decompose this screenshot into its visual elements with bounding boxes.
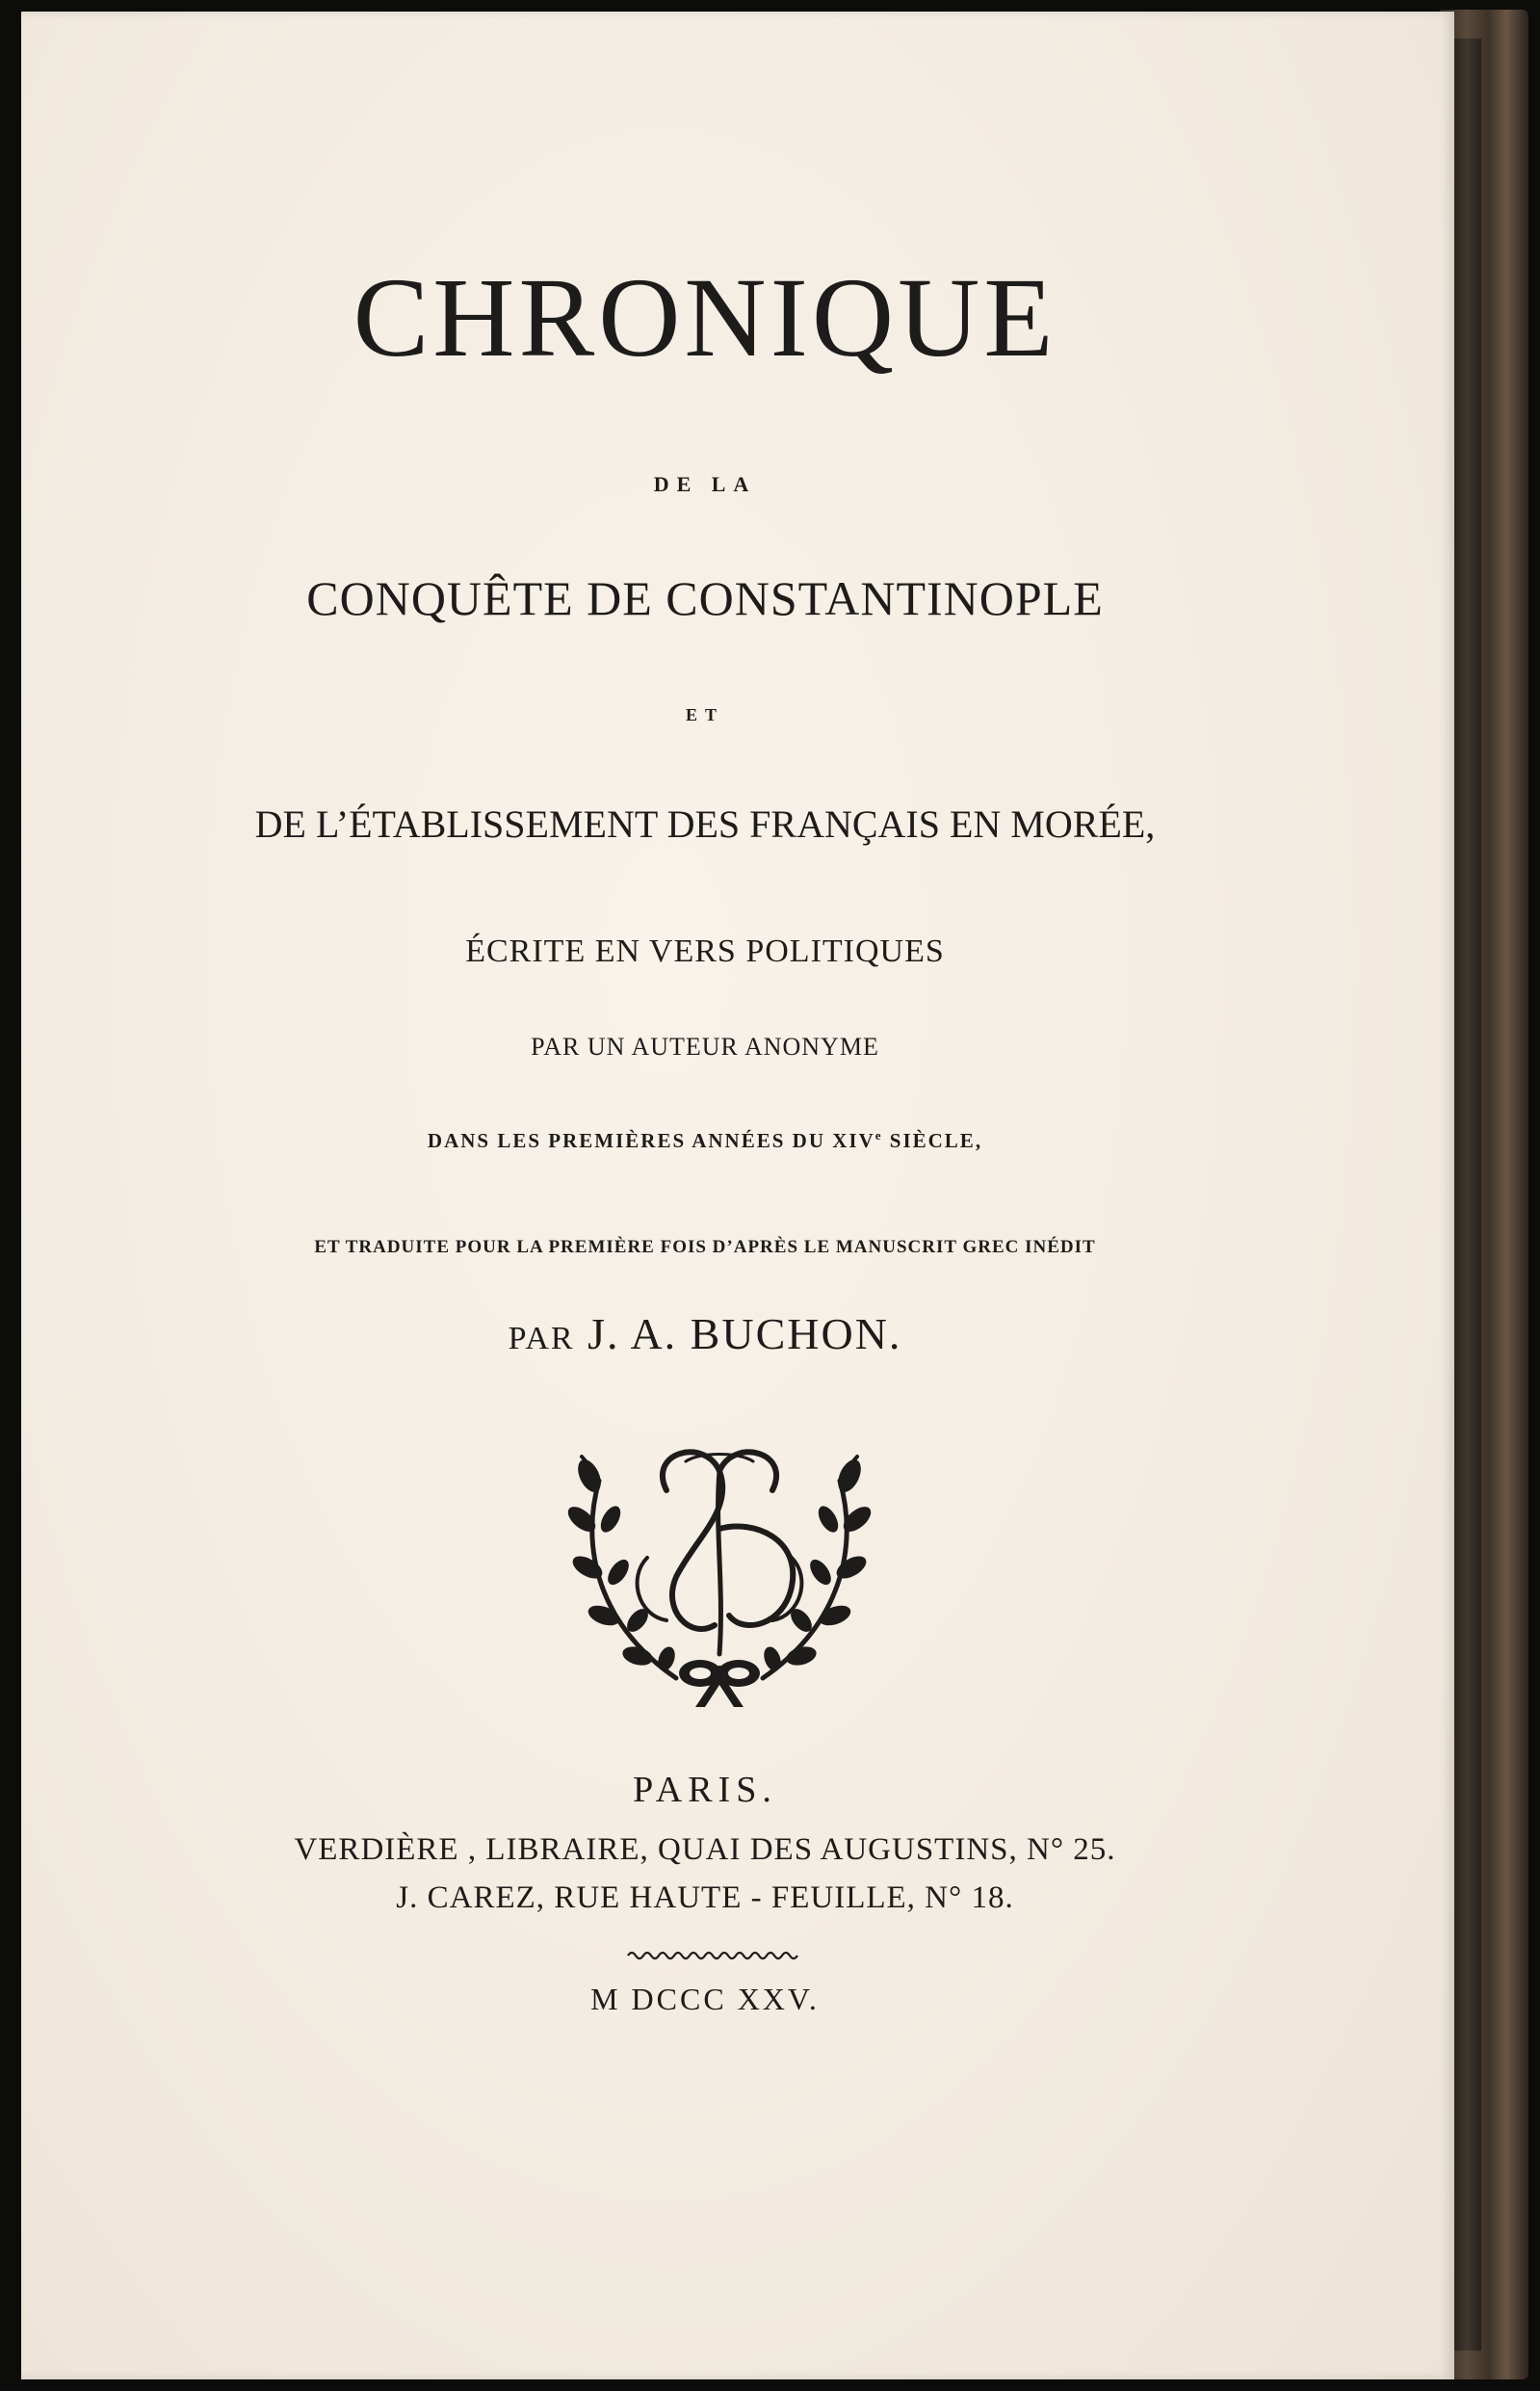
dans-suffix: SIÈCLE,	[882, 1129, 983, 1152]
subtitle-etablissement: DE L’ÉTABLISSEMENT DES FRANÇAIS EN MORÉE,	[254, 802, 1156, 846]
book-spine-shadow	[1452, 39, 1481, 2351]
author-name: J. A. BUCHON.	[574, 1309, 902, 1358]
imprint-year: M DCCC XXV.	[590, 1982, 820, 2016]
main-title: CHRONIQUE	[352, 254, 1057, 381]
author-line	[21, 1308, 1389, 1359]
title-page	[21, 12, 1454, 2379]
subtitle-traduite: ET TRADUITE POUR LA PREMIÈRE FOIS D’APRÈS LE MANUSCRIT GREC INÉDIT	[314, 1237, 1096, 1257]
ornamental-rule	[626, 1950, 801, 1961]
subtitle-de-la: DE LA	[653, 472, 757, 496]
subtitle-conquete: CONQUÊTE DE CONSTANTINOPLE	[306, 571, 1104, 625]
imprint-publisher-1: VERDIÈRE , LIBRAIRE, QUAI DES AUGUSTINS, N° 25.	[294, 1832, 1116, 1867]
dans-superscript: e	[874, 1128, 883, 1143]
imprint-publisher-2: J. CAREZ, RUE HAUTE - FEUILLE, N° 18.	[396, 1880, 1014, 1915]
imprint-city: PARIS.	[633, 1770, 777, 1810]
subtitle-dans-les-annees	[21, 1129, 1389, 1153]
dans-prefix: DANS LES PREMIÈRES ANNÉES DU XIV	[427, 1129, 875, 1152]
subtitle-ecrite: ÉCRITE EN VERS POLITIQUES	[465, 933, 945, 969]
author-par: PAR	[508, 1321, 575, 1356]
monogram-wreath-icon	[561, 1432, 878, 1712]
subtitle-et: ET	[685, 705, 724, 724]
subtitle-par-auteur: PAR UN AUTEUR ANONYME	[531, 1033, 879, 1061]
